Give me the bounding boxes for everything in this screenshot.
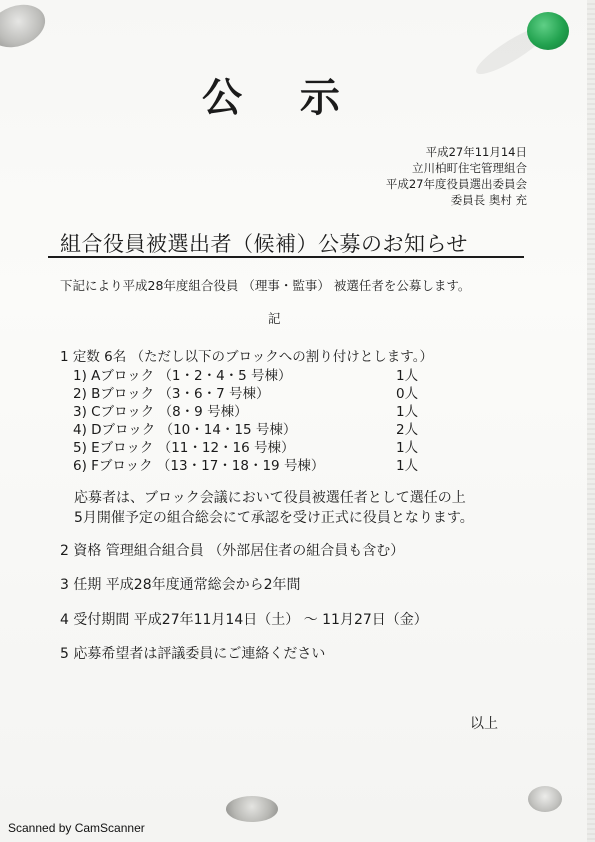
sender-committee: 平成27年度役員選出委員会 <box>385 177 527 191</box>
block-row-count: 1人 <box>396 368 419 384</box>
item-2-qualification: 2 資格 管理組合組合員 （外部居住者の組合員も含む） <box>60 543 405 559</box>
sender-org: 立川柏町住宅管理組合 <box>412 161 527 175</box>
block-row-count: 0人 <box>396 386 419 402</box>
block-row-label: 3) Cブロック （8・9 号棟） <box>73 404 248 420</box>
item-5-contact: 5 応募希望者は評議委員にご連絡ください <box>60 646 326 662</box>
block-row-count: 1人 <box>396 458 419 474</box>
sender-chair: 委員長 奥村 充 <box>450 193 527 207</box>
lead-paragraph: 下記により平成28年度組合役員 （理事・監事） 被選任者を公募します。 <box>60 278 471 293</box>
closing-ijou: 以上 <box>470 716 498 732</box>
ki-marker: 記 <box>268 311 281 326</box>
item-3-term: 3 任期 平成28年度通常総会から2年間 <box>60 577 301 593</box>
notice-title: 公 示 <box>202 75 362 121</box>
block-row-label: 6) Fブロック （13・17・18・19 号棟） <box>73 458 325 474</box>
paper-edge <box>587 0 595 842</box>
magnet-bottom-right <box>528 786 562 812</box>
subtitle-underline <box>48 256 524 258</box>
block-row-count: 2人 <box>396 422 419 438</box>
block-row-count: 1人 <box>396 440 419 456</box>
magnet-top-right-green <box>527 12 569 50</box>
magnet-top-left <box>0 0 51 55</box>
block-row-label: 4) Dブロック （10・14・15 号棟） <box>73 422 297 438</box>
item-1-heading: 1 定数 6名 （ただし以下のブロックへの割り付けとします。） <box>60 349 433 365</box>
notice-subtitle: 組合役員被選出者（候補）公募のお知らせ <box>60 232 468 256</box>
block-row-label: 1) Aブロック （1・2・4・5 号棟） <box>73 368 292 384</box>
magnet-bottom-center <box>226 796 278 822</box>
block-row-label: 2) Bブロック （3・6・7 号棟） <box>73 386 270 402</box>
block-row-label: 5) Eブロック （11・12・16 号棟） <box>73 440 295 456</box>
scanner-watermark: Scanned by CamScanner <box>8 821 145 835</box>
block-row-count: 1人 <box>396 404 419 420</box>
item-1-note-line-1: 応募者は、ブロック会議において役員被選任者として選任の上 <box>74 490 466 506</box>
sender-date: 平成27年11月14日 <box>425 145 527 159</box>
item-4-application-period: 4 受付期間 平成27年11月14日（土） ～ 11月27日（金） <box>60 612 428 628</box>
item-1-note-line-2: 5月開催予定の組合総会にて承認を受け正式に役員となります。 <box>74 510 474 526</box>
